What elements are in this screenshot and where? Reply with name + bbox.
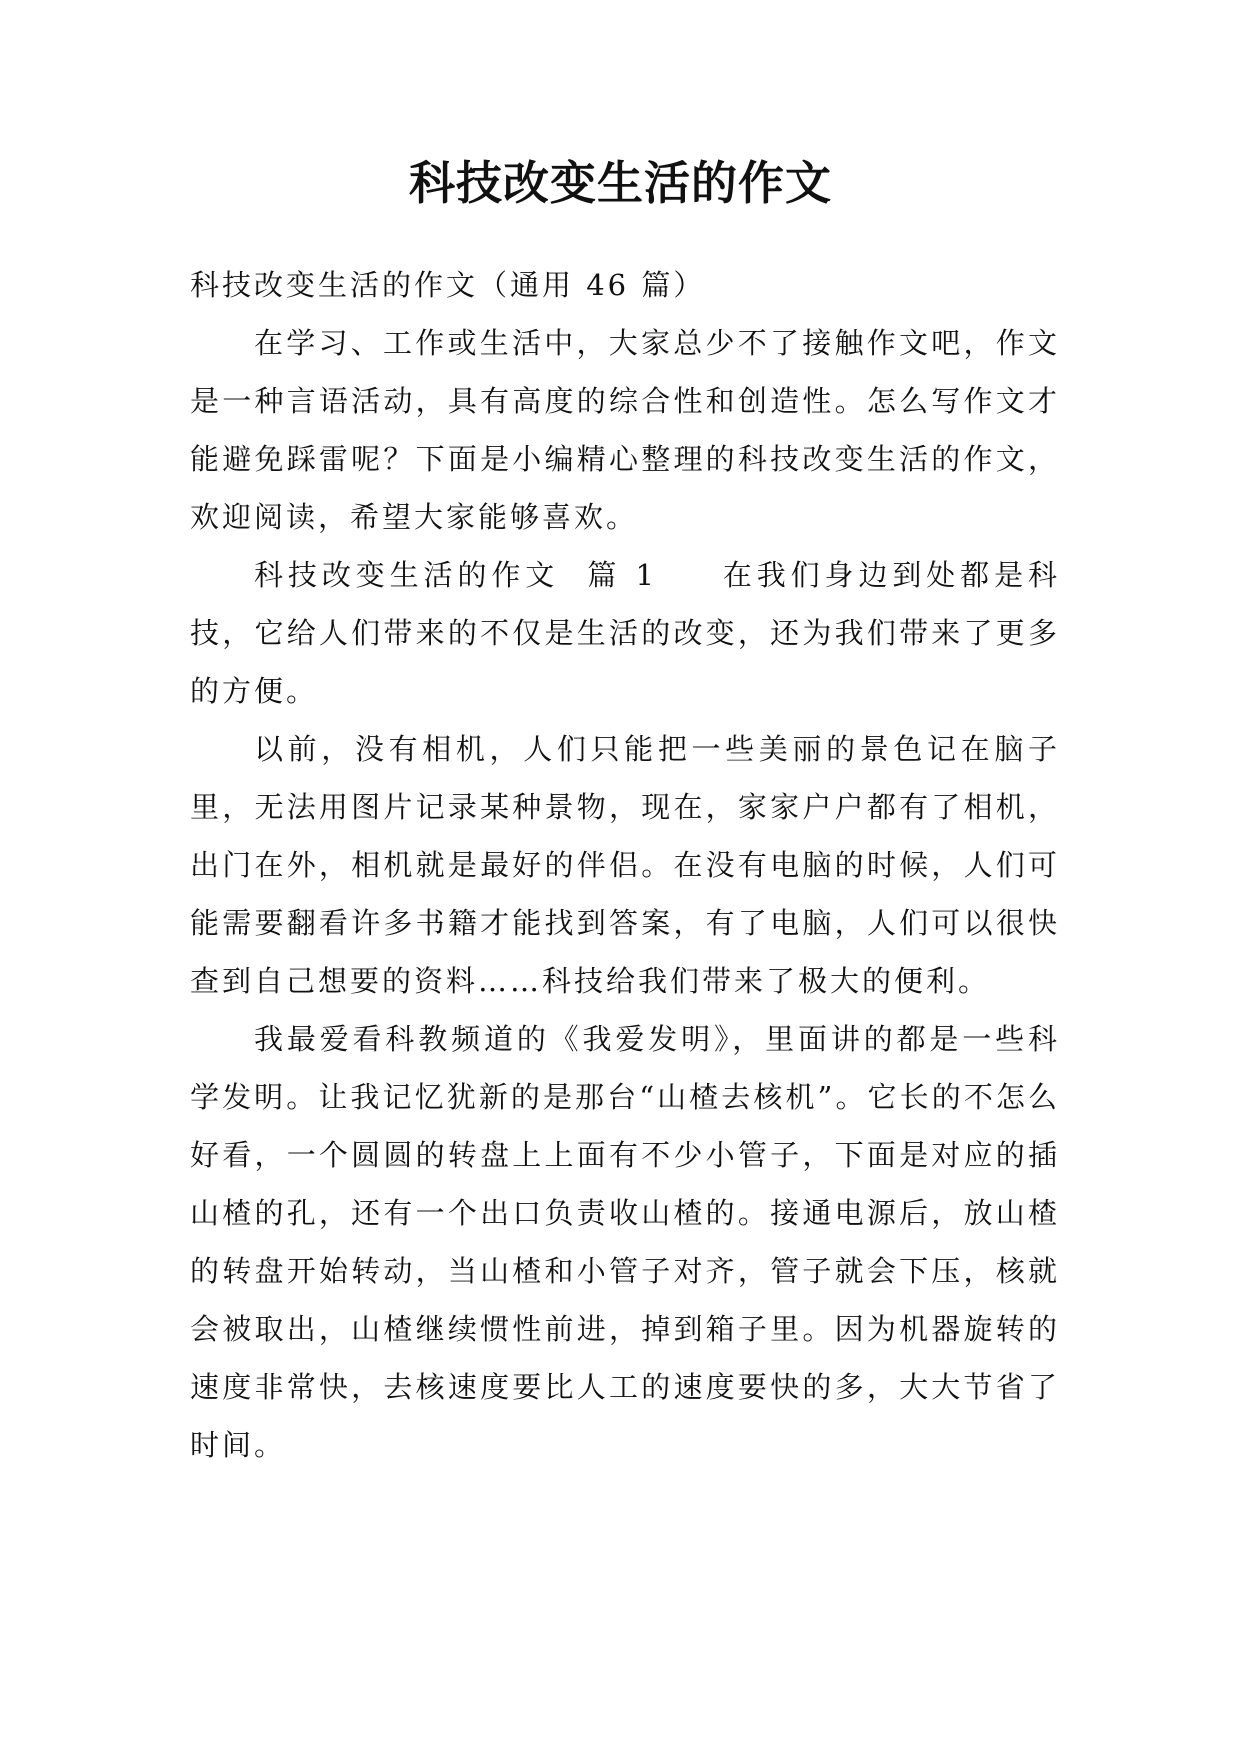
section-paragraph: [190, 546, 1060, 720]
document-subtitle: 科技改变生活的作文（通用 46 篇）: [190, 268, 706, 302]
section-heading: 科技改变生活的作文 篇 1: [254, 558, 657, 592]
intro-paragraph: 在学习、工作或生活中，大家总少不了接触作文吧，作文是一种言语活动，具有高度的综合性和创造性。怎么写作文才能避免踩雷呢？下面是小编精心整理的科技改变生活的作文，欢迎阅读，希望大家能够喜欢。: [190, 326, 1060, 534]
body-paragraph: 以前，没有相机，人们只能把一些美丽的景色记在脑子里，无法用图片记录某种景物，现在，家家户户都有了相机，出门在外，相机就是最好的伴侣。在没有电脑的时候，人们可能需要翻看许多书籍才能找到答案，有了电脑，人们可以很快查到自己想要的资料……科技给我们带来了极大的便利。: [190, 732, 1060, 998]
section-first-text: 在我们身边到处都是科技，它给人们带来的不仅是生活的改变，还为我们带来了更多的方便。: [190, 558, 1060, 708]
body-paragraph: 我最爱看科教频道的《我爱发明》，里面讲的都是一些科学发明。让我记忆犹新的是那台“山楂去核机”。它长的不怎么好看，一个圆圆的转盘上上面有不少小管子，下面是对应的插山楂的孔，还有一个出口负责收山楂的。接通电源后，放山楂的转盘开始转动，当山楂和小管子对齐，管子就会下压，核就会被取出，山楂继续惯性前进，掉到箱子里。因为机器旋转的速度非常快，去核速度要比人工的速度要快的多，大大节省了时间。: [190, 1022, 1060, 1462]
document-body: [190, 256, 1060, 1474]
document-title: 科技改变生活的作文: [409, 156, 832, 210]
